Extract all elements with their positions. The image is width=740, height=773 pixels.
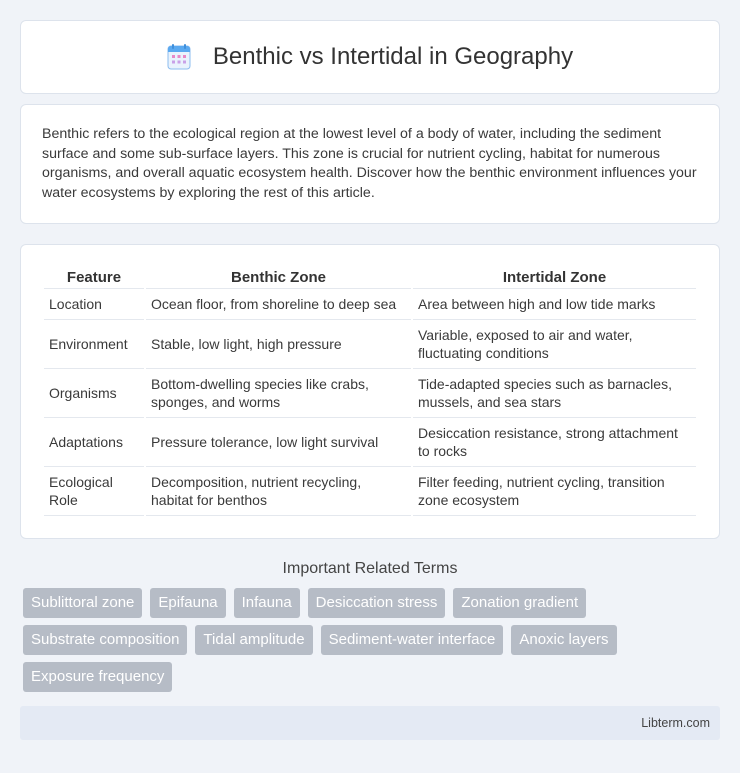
table-row (44, 418, 696, 467)
table-header-row (44, 265, 696, 289)
table-cell: Ocean floor, from shoreline to deep sea (146, 289, 411, 320)
table-cell: Desiccation resistance, strong attachment to rocks (413, 418, 696, 467)
header-intertidal-zone: Intertidal Zone (413, 265, 696, 289)
intro-text: Benthic refers to the ecological region at the lowest level of a body of water, including the sediment surface and some sub-surface layers. This zone is crucial for nutrient cycling, habitat for numerous organisms, and overall aquatic ecosystem health. Discover how the benthic environment influences your water ecosystems by exploring the rest of this article. (42, 126, 697, 201)
tag-sediment-water-interface[interactable]: Sediment-water interface (321, 625, 504, 655)
header-feature: Feature (44, 265, 144, 289)
table-row (44, 467, 696, 516)
table-cell: Tide-adapted species such as barnacles, mussels, and sea stars (413, 369, 696, 418)
table-cell: Decomposition, nutrient recycling, habitat for benthos (146, 467, 411, 516)
table-cell: Stable, low light, high pressure (146, 320, 411, 369)
footer-brand[interactable]: Libterm.com (641, 716, 710, 730)
header-card (20, 20, 720, 94)
tag-desiccation-stress[interactable]: Desiccation stress (308, 588, 446, 618)
page-title: Benthic vs Intertidal in Geography (212, 43, 574, 70)
table-cell: Environment (44, 320, 144, 369)
tag-exposure-frequency[interactable]: Exposure frequency (23, 662, 172, 692)
table-cell: Bottom-dwelling species like crabs, sponges, and worms (146, 369, 411, 418)
intro-card (20, 104, 720, 224)
document-list-icon (167, 44, 191, 70)
comparison-table-card (20, 244, 720, 539)
table-cell: Location (44, 289, 144, 320)
table-cell: Organisms (44, 369, 144, 418)
tag-zonation-gradient[interactable]: Zonation gradient (453, 588, 586, 618)
table-row (44, 369, 696, 418)
table-row (44, 289, 696, 320)
tag-sublittoral-zone[interactable]: Sublittoral zone (23, 588, 142, 618)
table-cell: Variable, exposed to air and water, fluctuating conditions (413, 320, 696, 369)
comparison-table (42, 265, 698, 516)
footer-bar (20, 706, 720, 740)
tag-substrate-composition[interactable]: Substrate composition (23, 625, 187, 655)
table-cell: Ecological Role (44, 467, 144, 516)
related-terms-title: Important Related Terms (282, 560, 458, 577)
tag-infauna[interactable]: Infauna (234, 588, 300, 618)
table-cell: Area between high and low tide marks (413, 289, 696, 320)
tag-epifauna[interactable]: Epifauna (150, 588, 225, 618)
header-benthic-zone: Benthic Zone (146, 265, 411, 289)
tag-anoxic-layers[interactable]: Anoxic layers (511, 625, 616, 655)
related-terms-tags (20, 588, 720, 692)
tag-tidal-amplitude[interactable]: Tidal amplitude (195, 625, 312, 655)
table-cell: Pressure tolerance, low light survival (146, 418, 411, 467)
table-cell: Adaptations (44, 418, 144, 467)
table-row (44, 320, 696, 369)
table-cell: Filter feeding, nutrient cycling, transition zone ecosystem (413, 467, 696, 516)
